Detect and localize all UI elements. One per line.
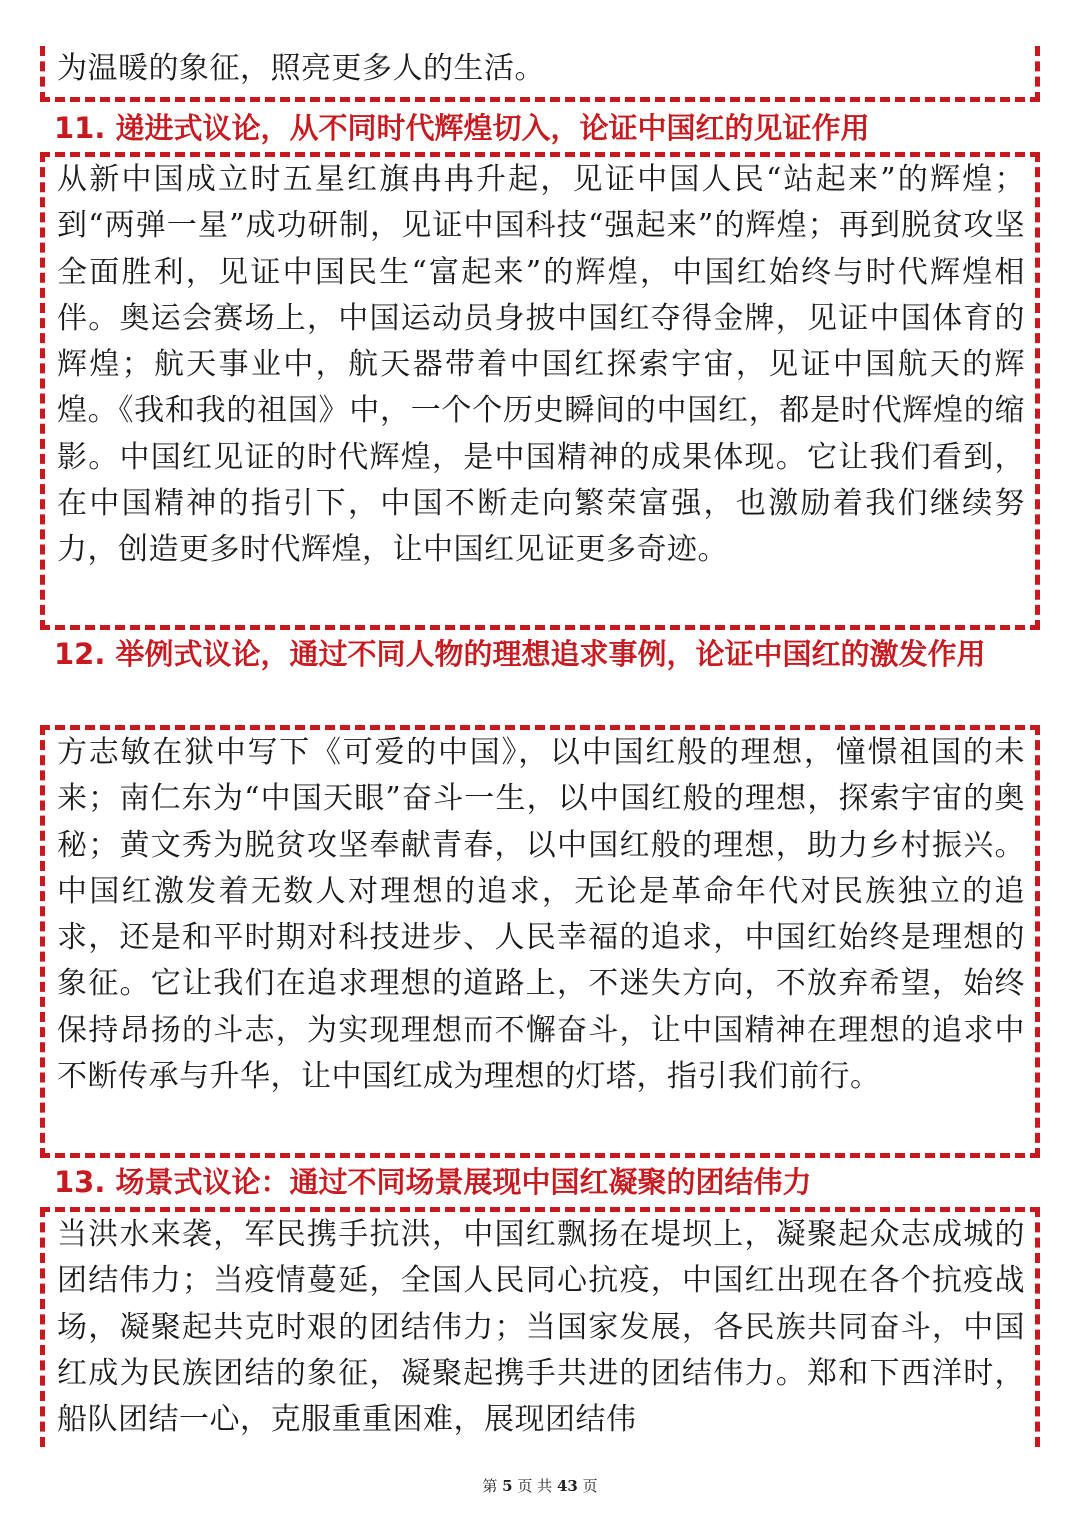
section-13-heading: 13. 场景式议论：通过不同场景展现中国红凝聚的团结伟力 <box>54 1165 812 1199</box>
footer-suffix: 页 <box>582 1477 598 1495</box>
section-13-text-box <box>40 1207 1040 1447</box>
section-12-heading: 12. 举例式议论，通过不同人物的理想追求事例，论证中国红的激发作用 <box>54 637 986 671</box>
section-11-text-box <box>40 152 1040 630</box>
section-13-paragraph: 当洪水来袭，军民携手抗洪，中国红飘扬在堤坝上，凝聚起众志成城的团结伟力；当疫情蔓延，全国人民同心抗疫，中国红出现在各个抗疫战场，凝聚起共克时艰的团结伟力；当国家发展，各民族共同奋斗，中国红成为民族团结的象征，凝聚起携手共进的团结伟力。郑和下西洋时，船队团结一心，克服重重困难，展现团结伟 <box>57 1217 1025 1438</box>
page-footer <box>0 1475 1080 1496</box>
footer-page-number: 5 <box>502 1477 513 1495</box>
footer-total-pages: 43 <box>556 1477 578 1495</box>
section-11-paragraph: 从新中国成立时五星红旗冉冉升起，见证中国人民“站起来”的辉煌；到“两弹一星”成功研制，见证中国科技“强起来”的辉煌；再到脱贫攻坚全面胜利，见证中国民生“富起来”的辉煌，中国红始终与时代辉煌相伴。奥运会赛场上，中国运动员身披中国红夺得金牌，见证中国体育的辉煌；航天事业中，航天器带着中国红探索宇宙，见证中国航天的辉煌。《我和我的祖国》中，一个个历史瞬间的中国红，都是时代辉煌的缩影。中国红见证的时代辉煌，是中国精神的成果体现。它让我们看到，在中国精神的指引下，中国不断走向繁荣富强，也激励着我们继续努力，创造更多时代辉煌，让中国红见证更多奇迹。 <box>57 162 1025 568</box>
section-12-paragraph: 方志敏在狱中写下《可爱的中国》，以中国红般的理想，憧憬祖国的未来；南仁东为“中国天眼”奋斗一生，以中国红般的理想，探索宇宙的奥秘；黄文秀为脱贫攻坚奉献青春，以中国红般的理想，助力乡村振兴。中国红激发着无数人对理想的追求，无论是革命年代对民族独立的追求，还是和平时期对科技进步、人民幸福的追求，中国红始终是理想的象征。它让我们在追求理想的道路上，不迷失方向，不放弃希望，始终保持昂扬的斗志，为实现理想而不懈奋斗，让中国精神在理想的追求中不断传承与升华，让中国红成为理想的灯塔，指引我们前行。 <box>57 735 1025 1095</box>
section-11-heading: 11. 递进式议论，从不同时代辉煌切入，论证中国红的见证作用 <box>54 111 870 145</box>
section-12-text-box <box>40 725 1040 1158</box>
footer-middle: 页 共 <box>517 1477 553 1495</box>
footer-prefix: 第 <box>482 1477 498 1495</box>
continuation-text-box <box>40 46 1040 102</box>
continuation-paragraph: 为温暖的象征，照亮更多人的生活。 <box>57 51 545 86</box>
